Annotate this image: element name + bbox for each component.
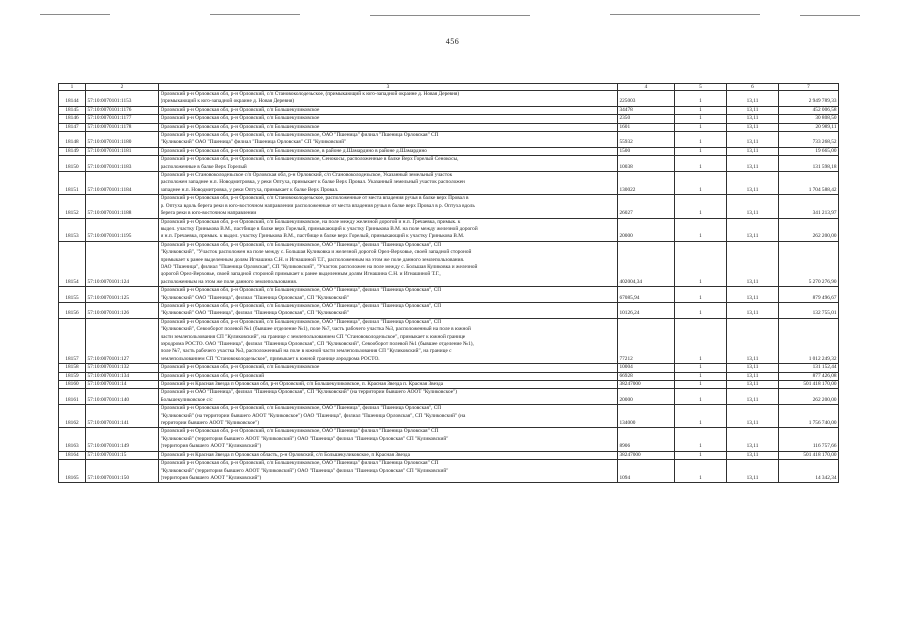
table-row	[59, 91, 839, 107]
row-number-cell: 18156	[59, 302, 86, 318]
row-number-cell: 18145	[59, 106, 86, 114]
column-5-cell: 1	[675, 405, 727, 428]
cadastral-number-cell: 57:10:0070101:1188	[86, 195, 159, 218]
table-row	[59, 147, 839, 155]
column-5-cell: 1	[675, 287, 727, 303]
value-cell: 1 756 740,00	[779, 405, 839, 428]
column-6-cell: 13,11	[727, 156, 779, 172]
description-line: Орловский р-н ОАО "Пшеница", филиал "Пшеница Орловская", СП "Куликовский" (на территории бывшего АООТ "Куликовское")	[160, 389, 458, 396]
column-5-cell: 1	[675, 381, 727, 389]
table-row	[59, 364, 839, 372]
table-row	[59, 372, 839, 380]
table-body	[59, 91, 839, 483]
description-line: (территория бывшего АООТ "Куликовский")	[160, 474, 262, 481]
location-description-cell	[159, 156, 618, 172]
column-6-cell: 13,11	[727, 451, 779, 459]
row-number-cell: 18152	[59, 195, 86, 218]
description-line: западнее н.п. Новодмитровка, у реки Оптуха, примыкает к балке Верх Провал.	[160, 186, 339, 193]
column-header: 5	[675, 84, 727, 91]
table-row	[59, 405, 839, 428]
row-number-cell: 18157	[59, 318, 86, 363]
cadastral-number-cell: 57:10:0070101:15	[86, 451, 159, 459]
value-cell: 1 012 249,32	[779, 318, 839, 363]
row-number-cell: 18151	[59, 172, 86, 195]
description-line: Орловский р-н Орловская обл, р-н Орловский, с/п Большекуликовское	[160, 364, 320, 371]
description-line: Орловский р-н Орловская обл, р-н Орловский, с/п Большекуликовское, ОАО "Пшеница" филиал "Пшеница Орловская" СП	[160, 132, 439, 139]
column-header: 3	[159, 84, 618, 91]
value-cell: 879 496,67	[779, 287, 839, 303]
column-5-cell: 1	[675, 147, 727, 155]
area-cell: 1601	[618, 123, 675, 131]
description-line: Орловский р-н Орловская обл, р-н Орловский, с/п Большекуликовское, Сенокосы, расположенные в балке Верх Горелый Сенокосы,	[160, 156, 459, 163]
description-line: берега реки в юго-восточном направлении	[160, 210, 257, 217]
area-cell: 38247000	[618, 381, 675, 389]
area-cell: 66928	[618, 372, 675, 380]
value-cell: 452 006,58	[779, 106, 839, 114]
column-6-cell: 13,11	[727, 389, 779, 405]
area-cell: 10126,24	[618, 302, 675, 318]
location-description-cell	[159, 460, 618, 483]
description-line: Орловский р-н Красная Звезда п Орловская обл, р-н Орловский, с/п Большекуликовское, п. Красная Звезда п. Красная Звезда	[160, 381, 444, 388]
value-cell: 30 808,50	[779, 115, 839, 123]
column-5-cell: 1	[675, 451, 727, 459]
area-cell: 130022	[618, 172, 675, 195]
description-line: Орловский р-н Орловская обл, р-н Орловский, с/п Большекуликовское, ОАО "Пшеница" филиал "Пшеница Орловская" СП	[160, 460, 439, 467]
row-number-cell: 18163	[59, 428, 86, 451]
area-cell: 34478	[618, 106, 675, 114]
table-row	[59, 156, 839, 172]
area-cell: 38247000	[618, 451, 675, 459]
row-number-cell: 18153	[59, 218, 86, 241]
description-line: Орловский р-н Орловская обл, р-н Орловский, с/п Большекуликовское, ОАО "Пшеница", филиал "Пшеница Орловская", СП	[160, 302, 442, 309]
value-cell: 14 342,34	[779, 460, 839, 483]
column-6-cell: 13,11	[727, 106, 779, 114]
column-number-row	[59, 84, 839, 91]
description-line: выдел. участку Гринькова В.М., пастбище в балке верх Горелый, примыкающий к участку Гринькова В.М. на поле между железной дорогой	[160, 225, 478, 232]
column-6-cell: 13,11	[727, 287, 779, 303]
description-line: аэродрома РОСТО. ОАО "Пшеница", филиал "Пшеница Орловская", СП "Куликовский", Севооборот полевой №1 (бывшее отделение №1),	[160, 341, 474, 347]
column-5-cell: 1	[675, 389, 727, 405]
value-cell: 2 949 789,33	[779, 91, 839, 107]
column-6-cell: 13,11	[727, 428, 779, 451]
row-number-cell: 18161	[59, 389, 86, 405]
value-cell: 341 213,97	[779, 195, 839, 218]
location-description-cell	[159, 302, 618, 318]
scan-artifact-line	[210, 14, 300, 15]
row-number-cell: 18159	[59, 372, 86, 380]
table-row	[59, 381, 839, 389]
column-5-cell: 1	[675, 241, 727, 286]
description-line: "Куликовский" ОАО "Пшеница", филиал "Пшеница Орловская", СП "Куликовский"	[160, 294, 349, 301]
column-6-cell: 13,11	[727, 123, 779, 131]
value-cell: 19 665,00	[779, 147, 839, 155]
location-description-cell	[159, 364, 618, 372]
cadastral-number-cell: 57:10:0070101:127	[86, 318, 159, 363]
column-6-cell: 13,11	[727, 218, 779, 241]
location-description-cell	[159, 287, 618, 303]
area-cell: 20000	[618, 389, 675, 405]
description-line: землепользованием СП "Становоколодезьское", примыкает к южной границе аэродрома РОСТО.	[160, 355, 380, 362]
column-6-cell: 13,11	[727, 172, 779, 195]
table-row	[59, 287, 839, 303]
description-line: "Куликовский" (на территории бывшего АООТ "Куликовское") ОАО "Пшеница", филиал "Пшеница Орловская", СП "Куликовский" (на	[160, 412, 466, 419]
column-5-cell: 1	[675, 302, 727, 318]
description-line: расположенные в балке Верх Горелый	[160, 163, 247, 170]
area-cell: 402004,34	[618, 241, 675, 286]
cadastral-number-cell: 57:10:0070101:126	[86, 302, 159, 318]
location-description-cell	[159, 115, 618, 123]
column-header: 4	[618, 84, 675, 91]
description-line: расположен западнее н.п. Новодмитровка, у реки Оптуха, примыкает к балке Верх Провал. Указанный земельный участок расположен	[160, 179, 465, 186]
description-line: примыкает к ранее выделенным долям Игнашина С.Н. и Игнашиной Т.Г., расположенным на этом же поле данного землепользования.	[160, 256, 465, 263]
description-line: ОАО "Пшеница", филиал "Пшеница Орловская", СП "Куликовский", "Участок расположен на поле между с. Большая Куликовка и железной	[160, 263, 478, 270]
column-5-cell: 1	[675, 428, 727, 451]
table-row	[59, 218, 839, 241]
area-cell: 10004	[618, 364, 675, 372]
column-5-cell: 1	[675, 172, 727, 195]
location-description-cell	[159, 381, 618, 389]
scan-artifact-line	[800, 15, 860, 16]
cadastral-number-cell: 57:10:0070101:14	[86, 381, 159, 389]
area-cell: 1094	[618, 460, 675, 483]
description-line: Орловский р-н Орловская обл, р-н Орловский, с/п Становоколодезьское, (примыкающий к юго-западной окраине д. Новая Деревня)	[160, 91, 460, 97]
column-6-cell: 13,11	[727, 132, 779, 148]
table-row	[59, 106, 839, 114]
description-line: Орловский р-н Орловская обл, р-н Орловский, с/п Большекуликовское	[160, 123, 320, 130]
description-line: Орловский р-н Орловская обл, р-н Орловский, с/п Большекуликовское, на поле между железной дорогой и н.п. Гречаевка, примык. к	[160, 218, 461, 225]
column-6-cell: 13,11	[727, 364, 779, 372]
area-cell: 55932	[618, 132, 675, 148]
location-description-cell	[159, 106, 618, 114]
cadastral-number-cell: 57:10:0070101:1177	[86, 115, 159, 123]
row-number-cell: 18165	[59, 460, 86, 483]
column-5-cell: 1	[675, 195, 727, 218]
description-line: территории бывшего АООТ "Куликовское")	[160, 420, 260, 427]
description-line: и н.п. Гречаевка, примык. к выдел. участку Гринькова В.М., пастбище в балке верх Горелый, примыкающий к участку Гринькова В.М.	[160, 233, 465, 240]
column-header: 1	[59, 84, 86, 91]
description-line: "Куликовский" (территория бывшего АООТ "Куликовский") ОАО "Пшеница" филиал "Пшеница Орловская" СП "Куликовский"	[160, 467, 449, 474]
description-line: "Куликовский" ОАО "Пшеница", филиал "Пшеница Орловская", СП "Куликовский"	[160, 310, 349, 317]
column-5-cell: 1	[675, 91, 727, 107]
description-line: Орловский р-н Орловская обл, р-н Орловский, с/п Большекуликовское, в районе д.Шамардино в районе д.Шамардино	[160, 147, 427, 154]
row-number-cell: 18147	[59, 123, 86, 131]
table-row	[59, 115, 839, 123]
location-description-cell	[159, 405, 618, 428]
value-cell: 262 200,00	[779, 389, 839, 405]
description-line: Орловский р-н Орловская обл, р-н Орловский, с/п Большекуликовское, ОАО "Пшеница", филиал "Пшеница Орловская", СП	[160, 241, 442, 248]
table-row	[59, 132, 839, 148]
column-6-cell: 13,11	[727, 405, 779, 428]
value-cell: 5 270 276,90	[779, 241, 839, 286]
location-description-cell	[159, 372, 618, 380]
cadastral-number-cell: 57:10:0070101:1178	[86, 123, 159, 131]
area-cell: 1500	[618, 147, 675, 155]
table-row	[59, 123, 839, 131]
column-6-cell: 13,11	[727, 195, 779, 218]
cadastral-number-cell: 57:10:0070101:150	[86, 460, 159, 483]
location-description-cell	[159, 451, 618, 459]
cadastral-number-cell: 57:10:0070101:141	[86, 405, 159, 428]
scan-artifact-line	[370, 15, 530, 16]
description-line: р. Оптуха вдоль берега реки в юго-восточном направлении расположенные от места впадения ручья в балке верх Провал в р. Оптуха вдоль	[160, 202, 475, 209]
cadastral-number-cell: 57:10:0070101:1183	[86, 156, 159, 172]
column-5-cell: 1	[675, 460, 727, 483]
column-header: 7	[779, 84, 839, 91]
column-5-cell: 1	[675, 123, 727, 131]
value-cell: 501 418 170,00	[779, 451, 839, 459]
area-cell: 77212	[618, 318, 675, 363]
value-cell: 116 757,66	[779, 428, 839, 451]
column-5-cell: 1	[675, 132, 727, 148]
description-line: (территория бывшего АООТ "Куликовский")	[160, 443, 262, 450]
area-cell: 20000	[618, 218, 675, 241]
value-cell: 131 152,44	[779, 364, 839, 372]
column-5-cell: 1	[675, 106, 727, 114]
area-cell: 26027	[618, 195, 675, 218]
value-cell: 501 418 170,00	[779, 381, 839, 389]
location-description-cell	[159, 123, 618, 131]
column-6-cell: 13,11	[727, 318, 779, 363]
description-line: Орловский р-н Красная Звезда п Орловская область, р-н Орловский, с/п Большекуликовское, п Красная Звезда	[160, 451, 410, 458]
area-cell: 134000	[618, 405, 675, 428]
row-number-cell: 18155	[59, 287, 86, 303]
table-row	[59, 460, 839, 483]
column-6-cell: 13,11	[727, 91, 779, 107]
row-number-cell: 18158	[59, 364, 86, 372]
description-line: Орловский р-н Орловская обл, р-н Орловский, с/п Большекуликовское	[160, 115, 320, 122]
location-description-cell	[159, 195, 618, 218]
column-5-cell: 1	[675, 115, 727, 123]
area-cell: 2350	[618, 115, 675, 123]
location-description-cell	[159, 428, 618, 451]
column-5-cell: 1	[675, 364, 727, 372]
scan-artifact-line	[40, 14, 110, 15]
column-header: 2	[86, 84, 159, 91]
description-line: "Куликовский" (территория бывшего АООТ "Куликовский") ОАО "Пшеница" филиал "Пшеница Орловская" СП "Куликовский"	[160, 435, 449, 442]
table-row	[59, 241, 839, 286]
column-6-cell: 13,11	[727, 302, 779, 318]
column-header: 6	[727, 84, 779, 91]
value-cell: 131 598,18	[779, 156, 839, 172]
table-row	[59, 172, 839, 195]
column-5-cell: 1	[675, 156, 727, 172]
area-cell: 225003	[618, 91, 675, 107]
row-number-cell: 18162	[59, 405, 86, 428]
description-line: Орловский р-н Орловская обл, р-н Орловский, с/п Большекуликовское, ОАО "Пшеница", филиал "Пшеница Орловская", СП	[160, 318, 442, 325]
table-row	[59, 318, 839, 363]
column-6-cell: 13,11	[727, 372, 779, 380]
description-line: Орловский р-н Орловская обл, р-н Орловский, с/п Становоколодезьское, расположенные от места впадения ручья в балке верх Провал в	[160, 195, 469, 202]
description-line: Орловский р-н Орловская обл, р-н Орловский, с/п Большекуликовское, ОАО "Пшеница", филиал "Пшеница Орловская", СП	[160, 405, 442, 412]
cadastral-number-cell: 57:10:0070101:124	[86, 241, 159, 286]
cadastral-number-cell: 57:10:0070101:1184	[86, 172, 159, 195]
description-line: Орловский р-н Орловская обл, р-н Орловский, с/п Большекуликовское	[160, 106, 320, 113]
value-cell: 20 989,11	[779, 123, 839, 131]
location-description-cell	[159, 389, 618, 405]
description-line: "Куликовский" ОАО "Пшеница" филиал "Пшеница Орловская" СП "Куликовский"	[160, 139, 347, 146]
value-cell: 1 704 588,42	[779, 172, 839, 195]
table-row	[59, 302, 839, 318]
row-number-cell: 18150	[59, 156, 86, 172]
location-description-cell	[159, 318, 618, 363]
column-5-cell: 1	[675, 372, 727, 380]
value-cell: 733 268,52	[779, 132, 839, 148]
value-cell: 262 200,00	[779, 218, 839, 241]
column-5-cell: 1	[675, 318, 727, 363]
description-line: "Куликовский", Севооборот полевой №1 (бывшее отделение №1), поле №7, часть рабочего участка №3, расположенный на поле в южной	[160, 326, 471, 333]
cadastral-number-cell: 57:10:0070101:140	[86, 389, 159, 405]
description-line: поле №7, часть рабочего участка №3, расположенный на поле в южной части землепользования СП "Куликовский", на границе с	[160, 348, 452, 355]
location-description-cell	[159, 91, 618, 107]
cadastral-number-cell: 57:10:0070101:134	[86, 372, 159, 380]
scan-artifact-line	[610, 14, 760, 15]
location-description-cell	[159, 147, 618, 155]
table-row	[59, 195, 839, 218]
area-cell: 67085,94	[618, 287, 675, 303]
column-6-cell: 13,11	[727, 241, 779, 286]
location-description-cell	[159, 172, 618, 195]
description-line: (примыкающий к юго-западной окраине д. Новая Деревня)	[160, 98, 295, 105]
location-description-cell	[159, 218, 618, 241]
description-line: Орловский р-н Орловская обл, р-н Орловский, с/п Большекуликовское, ОАО "Пшеница" филиал "Пшеница Орловская" СП	[160, 428, 439, 435]
table-row	[59, 451, 839, 459]
location-description-cell	[159, 132, 618, 148]
description-line: Орловский р-н Орловская обл, р-н Орловский	[160, 372, 265, 379]
table-row	[59, 389, 839, 405]
row-number-cell: 18146	[59, 115, 86, 123]
description-line: Большекуликовское с/с	[160, 396, 213, 403]
description-line: Орловский р-н Орловская обл, р-н Орловский, с/п Большекуликовское, ОАО "Пшеница", филиал "Пшеница Орловская", СП	[160, 287, 442, 294]
row-number-cell: 18164	[59, 451, 86, 459]
column-5-cell: 1	[675, 218, 727, 241]
description-line: "Куликовский", "Участок расположен на поле между с. Большая Куликовка и железной дорогой Орел-Верховье, своей западной стороной	[160, 249, 472, 256]
description-line: расположенным на этом же поле данного землепользования.	[160, 278, 298, 285]
cadastral-number-cell: 57:10:0070101:132	[86, 364, 159, 372]
column-6-cell: 13,11	[727, 460, 779, 483]
cadastral-number-cell: 57:10:0070101:125	[86, 287, 159, 303]
cadastral-number-cell: 57:10:0070101:1181	[86, 147, 159, 155]
cadastral-number-cell: 57:10:0070101:1180	[86, 132, 159, 148]
column-6-cell: 13,11	[727, 115, 779, 123]
row-number-cell: 18144	[59, 91, 86, 107]
cadastral-number-cell: 57:10:0070101:149	[86, 428, 159, 451]
area-cell: 10038	[618, 156, 675, 172]
row-number-cell: 18160	[59, 381, 86, 389]
column-6-cell: 13,11	[727, 381, 779, 389]
row-number-cell: 18154	[59, 241, 86, 286]
row-number-cell: 18149	[59, 147, 86, 155]
cadastral-number-cell: 57:10:0070101:1153	[86, 91, 159, 107]
page-number: 456	[445, 37, 460, 46]
description-line: части землепользования СП "Куликовский", на границе с землепользованием СП "Становоколодезьское", примыкает к южной границе	[160, 333, 466, 340]
value-cell: 132 755,01	[779, 302, 839, 318]
area-cell: 8906	[618, 428, 675, 451]
column-6-cell: 13,11	[727, 147, 779, 155]
land-registry-table	[58, 83, 839, 483]
cadastral-number-cell: 57:10:0070101:1195	[86, 218, 159, 241]
table-row	[59, 428, 839, 451]
cadastral-number-cell: 57:10:0070101:1176	[86, 106, 159, 114]
description-line: дорогой Орел-Верховье, своей западной стороной примыкает к ранее выделенным долям Игнашина С.Н. и Игнашиной Т.Г.,	[160, 271, 441, 278]
row-number-cell: 18148	[59, 132, 86, 148]
value-cell: 877 426,08	[779, 372, 839, 380]
location-description-cell	[159, 241, 618, 286]
description-line: Орловский р-н Становоколодезьское с/п Орловская обл, р-н Орловский, с/п Становоколодезьское, Указанный земельный участок	[160, 172, 453, 179]
